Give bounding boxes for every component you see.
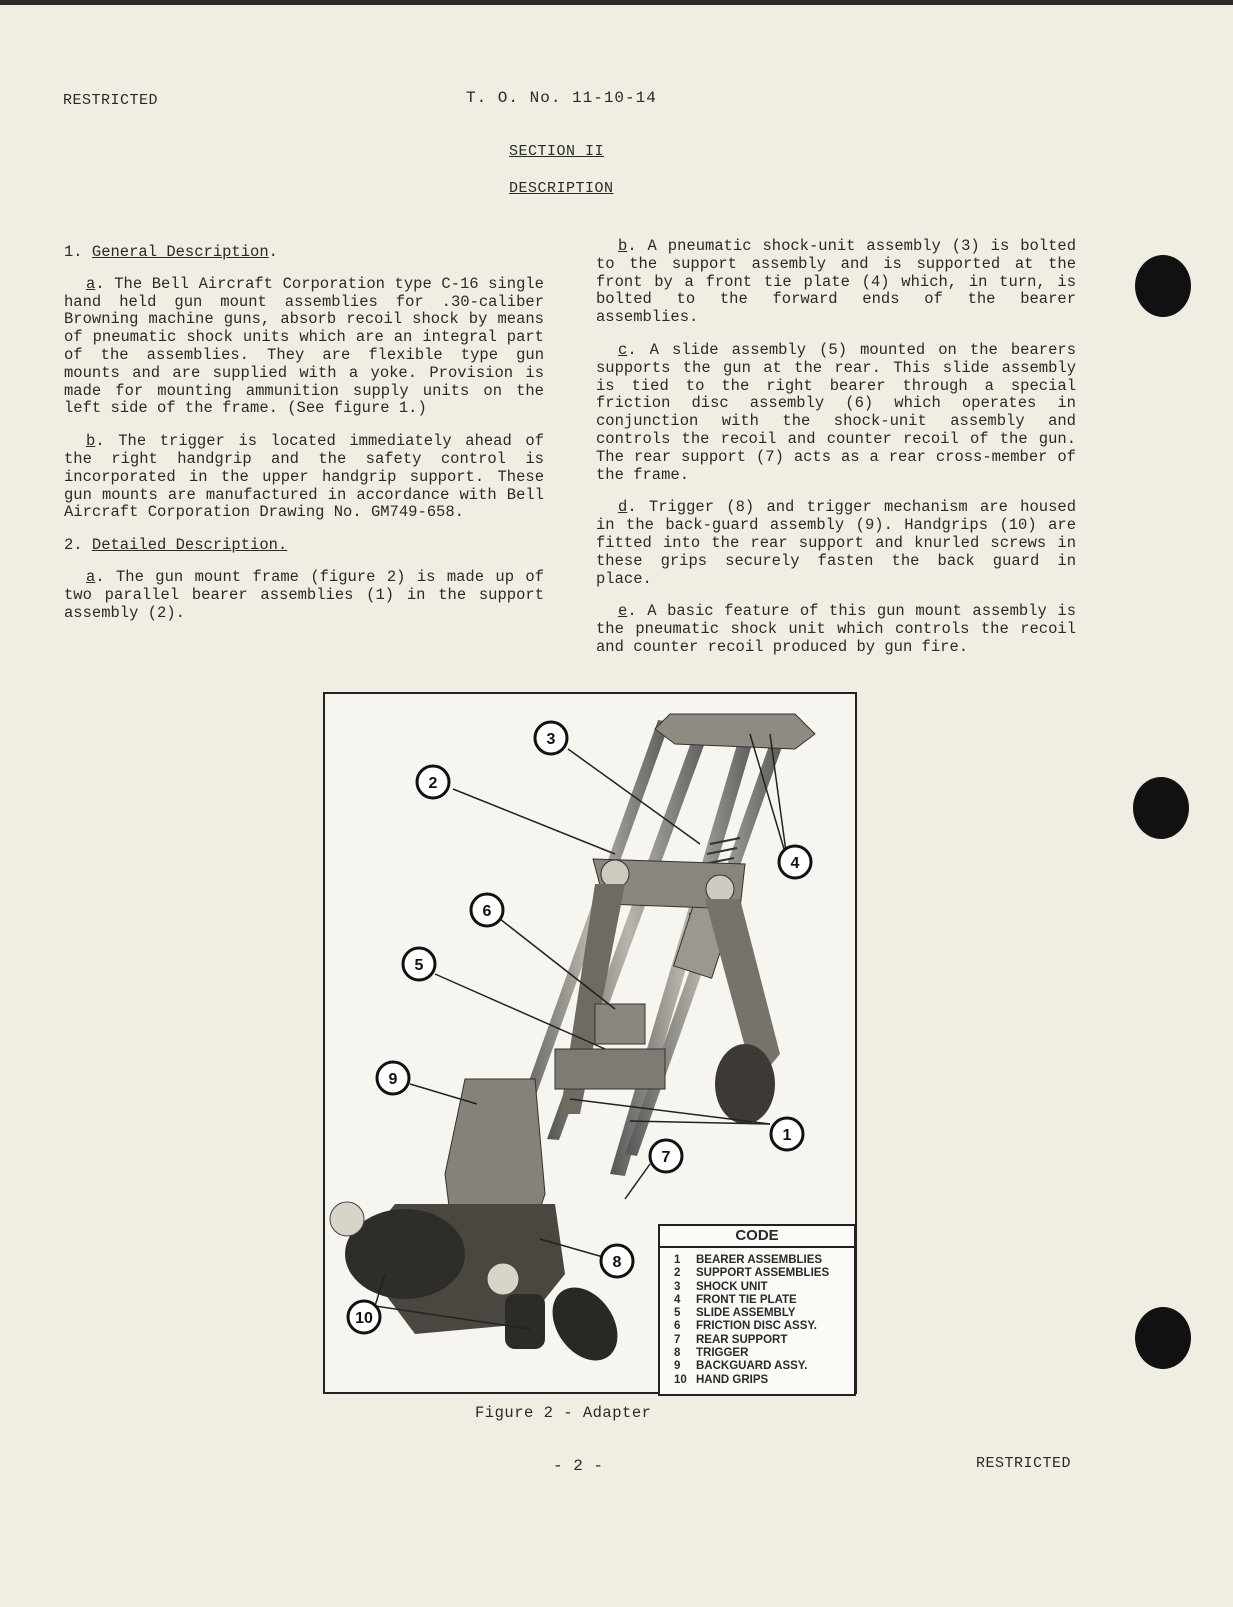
paragraph-2c: c. A slide assembly (5) mounted on the bearers supports the gun at the rear. This slide assembly is tied to the right bearer through a special friction disc assembly (6) which operates in conjunction with the shock-unit assembly and controls the recoil and counter recoil of the gun. The rear support (7) acts as a rear cross-member of the frame. <box>596 340 1076 484</box>
callout-9: 9 <box>388 1071 398 1088</box>
header-restricted: RESTRICTED <box>63 92 159 109</box>
callout-3: 3 <box>546 731 556 748</box>
legend-row: 2 SUPPORT ASSEMBLIES <box>674 1267 830 1280</box>
friction-disc-assembly <box>595 1004 645 1044</box>
figure-caption: Figure 2 - Adapter <box>475 1404 652 1422</box>
legend-row: 10 HAND GRIPS <box>674 1373 769 1386</box>
paragraph-2a: a. The gun mount frame (figure 2) is made up of two parallel bearer assemblies (1) in the support assembly (2). <box>64 567 544 622</box>
binder-hole-middle <box>1133 777 1189 839</box>
right-column <box>596 238 1076 672</box>
paragraph-1a: a. The Bell Aircraft Corporation type C-16 single hand held gun mount assemblies for .30-caliber Browning machine guns, absorb recoil shock by means of pneumatic shock units which are an integral part of the assemblies. They are flexible type gun mounts and are supplied with a yoke. Provision is made for mounting ammunition supply units on the left side of the frame. (See figure 1.) <box>64 274 544 418</box>
rear-support-tube <box>505 1294 545 1349</box>
legend-row: 8 TRIGGER <box>674 1347 749 1360</box>
handgrip-right <box>539 1275 631 1373</box>
callout-5: 5 <box>414 957 424 974</box>
legend-title: CODE <box>660 1226 854 1248</box>
support-bolt-left <box>601 860 629 888</box>
callout-1: 1 <box>782 1127 792 1144</box>
support-bolt-right <box>706 875 734 903</box>
paragraph-1b: b. The trigger is located immediately ahead of the right handgrip and the safety control is incorporated in the upper handgrip support. These gun mounts are manufactured in accordance with Bell Aircraft Corporation Drawing No. GM749-658. <box>64 432 544 522</box>
slide-assembly <box>555 1049 665 1089</box>
figure-2-adapter <box>323 692 857 1394</box>
paragraph-2e: e. A basic feature of this gun mount assembly is the pneumatic shock unit which controls the recoil and counter recoil produced by gun fire. <box>596 602 1076 656</box>
binder-hole-bottom <box>1135 1307 1191 1369</box>
top-edge <box>0 0 1233 5</box>
legend-row: 1 BEARER ASSEMBLIES <box>674 1254 823 1266</box>
section-title: SECTION II <box>509 143 605 160</box>
code-legend <box>658 1224 856 1396</box>
front-tie-plate <box>655 714 815 749</box>
heading-general-description: 1. General Description. <box>64 243 278 261</box>
legend-rows <box>660 1248 854 1387</box>
knurled-knob-right <box>487 1263 519 1295</box>
callout-6: 6 <box>482 903 492 920</box>
callout-8: 8 <box>612 1254 622 1271</box>
page-number: - 2 - <box>553 1457 604 1475</box>
legend-row: 4 FRONT TIE PLATE <box>674 1293 797 1306</box>
left-column <box>64 244 544 637</box>
callout-2: 2 <box>428 775 438 792</box>
heading-detailed-description: 2. Detailed Description. <box>64 536 288 555</box>
legend-row: 3 SHOCK UNIT <box>674 1280 768 1293</box>
footer-restricted: RESTRICTED <box>976 1455 1072 1472</box>
section-subtitle: DESCRIPTION <box>509 180 614 197</box>
knurled-knob-left <box>330 1202 364 1236</box>
header-to-number: T. O. No. 11-10-14 <box>466 89 657 107</box>
callout-4: 4 <box>790 855 800 872</box>
callout-7: 7 <box>661 1149 671 1166</box>
paragraph-2d: d. Trigger (8) and trigger mechanism are housed in the back-guard assembly (9). Handgrips (10) are fitted into the rear support and knurled screws in these grips securely fasten the back guard in place. <box>596 498 1076 588</box>
support-foot <box>715 1044 775 1124</box>
binder-hole-top <box>1135 255 1191 317</box>
callout-10: 10 <box>355 1310 373 1327</box>
paragraph-2b: b. A pneumatic shock-unit assembly (3) is bolted to the support assembly and is supported at the front by a front tie plate (4) which, in turn, is bolted to the forward ends of the bearer assemblies. <box>596 237 1076 327</box>
legend-row: 7 REAR SUPPORT <box>674 1333 788 1346</box>
legend-row: 5 SLIDE ASSEMBLY <box>674 1307 796 1320</box>
legend-row: 6 FRICTION DISC ASSY. <box>674 1320 817 1333</box>
legend-row: 9 BACKGUARD ASSY. <box>674 1360 808 1373</box>
